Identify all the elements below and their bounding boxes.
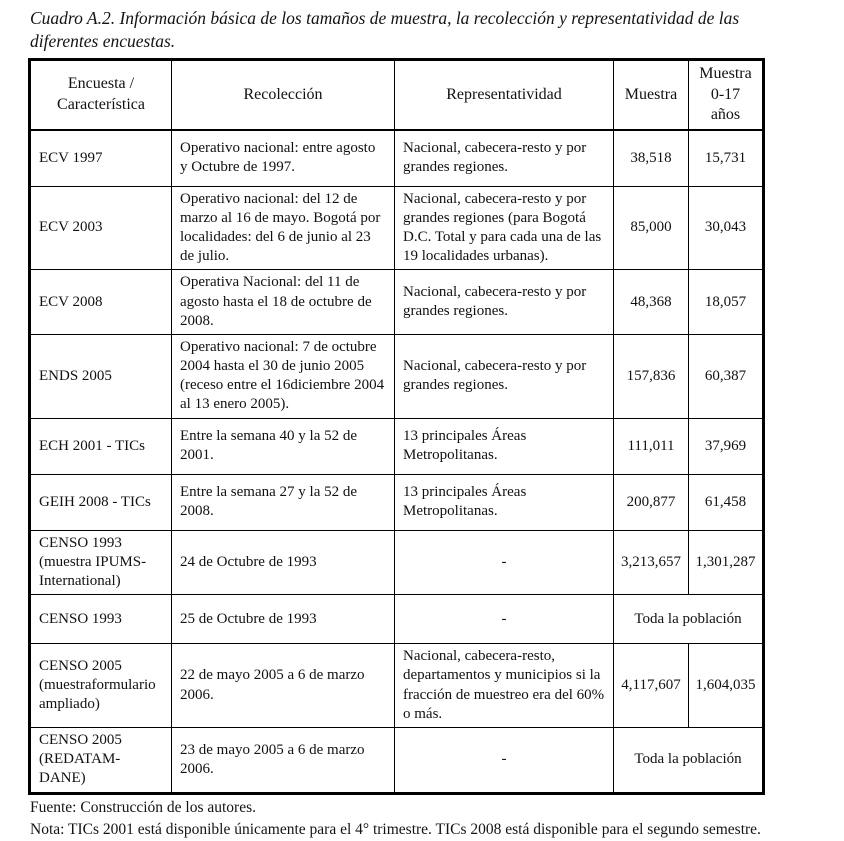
table-row	[30, 186, 764, 270]
cell-recoleccion: 22 de mayo 2005 a 6 de marzo 2006.	[172, 644, 395, 728]
cell-encuesta: ECV 2003	[30, 186, 172, 270]
cell-representatividad: 13 principales Áreas Metropolitanas.	[395, 418, 614, 474]
cell-muestra: 111,011	[614, 418, 689, 474]
cell-recoleccion: Entre la semana 40 y la 52 de 2001.	[172, 418, 395, 474]
table-row	[30, 418, 764, 474]
header-recoleccion: Recolección	[172, 60, 395, 130]
table-footnotes	[30, 797, 782, 841]
table-header-row	[30, 60, 764, 130]
cell-muestra-0-17: 61,458	[689, 474, 764, 530]
cell-representatividad: Nacional, cabecera-resto, departamentos y municipios si la fracción de muestreo era del 60% o más.	[395, 644, 614, 728]
cell-encuesta: CENSO 1993	[30, 595, 172, 644]
table-row	[30, 270, 764, 335]
cell-muestra: 157,836	[614, 334, 689, 418]
cell-encuesta: ECV 1997	[30, 130, 172, 187]
cell-encuesta: CENSO 2005 (REDATAM-DANE)	[30, 727, 172, 793]
table-row	[30, 334, 764, 418]
header-muestra-0-17: Muestra 0-17 años	[689, 60, 764, 130]
cell-muestra-0-17: 30,043	[689, 186, 764, 270]
cell-representatividad: Nacional, cabecera-resto y por grandes regiones.	[395, 130, 614, 187]
cell-muestra: 200,877	[614, 474, 689, 530]
table-row	[30, 595, 764, 644]
table-row	[30, 474, 764, 530]
cell-muestra-0-17: 1,604,035	[689, 644, 764, 728]
cell-muestra-merged: Toda la población	[614, 727, 764, 793]
cell-recoleccion: Operativo nacional: del 12 de marzo al 16 de mayo. Bogotá por localidades: del 6 de junio al 23 de julio.	[172, 186, 395, 270]
cell-encuesta: ENDS 2005	[30, 334, 172, 418]
cell-representatividad: Nacional, cabecera-resto y por grandes regiones.	[395, 334, 614, 418]
availability-note: Nota: TICs 2001 está disponible únicamente para el 4° trimestre. TICs 2008 está disponible para el segundo semestre.	[30, 820, 761, 838]
cell-muestra: 3,213,657	[614, 530, 689, 595]
cell-recoleccion: 25 de Octubre de 1993	[172, 595, 395, 644]
cell-encuesta: GEIH 2008 - TICs	[30, 474, 172, 530]
cell-muestra-merged: Toda la población	[614, 595, 764, 644]
header-muestra: Muestra	[614, 60, 689, 130]
cell-muestra: 4,117,607	[614, 644, 689, 728]
header-encuesta: Encuesta / Característica	[30, 60, 172, 130]
cell-representatividad: Nacional, cabecera-resto y por grandes regiones (para Bogotá D.C. Total y para cada una de las 19 localidades urbanas).	[395, 186, 614, 270]
cell-recoleccion: Entre la semana 27 y la 52 de 2008.	[172, 474, 395, 530]
cell-muestra-0-17: 1,301,287	[689, 530, 764, 595]
cell-encuesta: CENSO 1993 (muestra IPUMS-International)	[30, 530, 172, 595]
table-row	[30, 130, 764, 187]
header-representatividad: Representatividad	[395, 60, 614, 130]
cell-muestra-0-17: 15,731	[689, 130, 764, 187]
survey-info-table	[28, 58, 765, 794]
cell-representatividad: 13 principales Áreas Metropolitanas.	[395, 474, 614, 530]
cell-muestra-0-17: 60,387	[689, 334, 764, 418]
cell-muestra: 85,000	[614, 186, 689, 270]
cell-recoleccion: 23 de mayo 2005 a 6 de marzo 2006.	[172, 727, 395, 793]
cell-recoleccion: 24 de Octubre de 1993	[172, 530, 395, 595]
cell-muestra-0-17: 18,057	[689, 270, 764, 335]
table-row	[30, 644, 764, 728]
cell-encuesta: ECV 2008	[30, 270, 172, 335]
cell-representatividad: -	[395, 530, 614, 595]
cell-representatividad: -	[395, 727, 614, 793]
cell-muestra: 48,368	[614, 270, 689, 335]
table-row	[30, 727, 764, 793]
cell-recoleccion: Operativo nacional: entre agosto y Octubre de 1997.	[172, 130, 395, 187]
cell-encuesta: CENSO 2005 (muestraformulario ampliado)	[30, 644, 172, 728]
table-row	[30, 530, 764, 595]
cell-muestra-0-17: 37,969	[689, 418, 764, 474]
cell-recoleccion: Operativo nacional: 7 de octubre 2004 hasta el 30 de junio 2005 (receso entre el 16diciembre 2004 al 13 enero 2005).	[172, 334, 395, 418]
cell-representatividad: -	[395, 595, 614, 644]
source-note: Fuente: Construcción de los autores.	[30, 798, 256, 816]
cell-encuesta: ECH 2001 - TICs	[30, 418, 172, 474]
cell-muestra: 38,518	[614, 130, 689, 187]
cell-recoleccion: Operativa Nacional: del 11 de agosto hasta el 18 de octubre de 2008.	[172, 270, 395, 335]
table-caption: Cuadro A.2. Información básica de los tamaños de muestra, la recolección y representatividad de las diferentes encuestas.	[30, 8, 740, 52]
cell-representatividad: Nacional, cabecera-resto y por grandes regiones.	[395, 270, 614, 335]
